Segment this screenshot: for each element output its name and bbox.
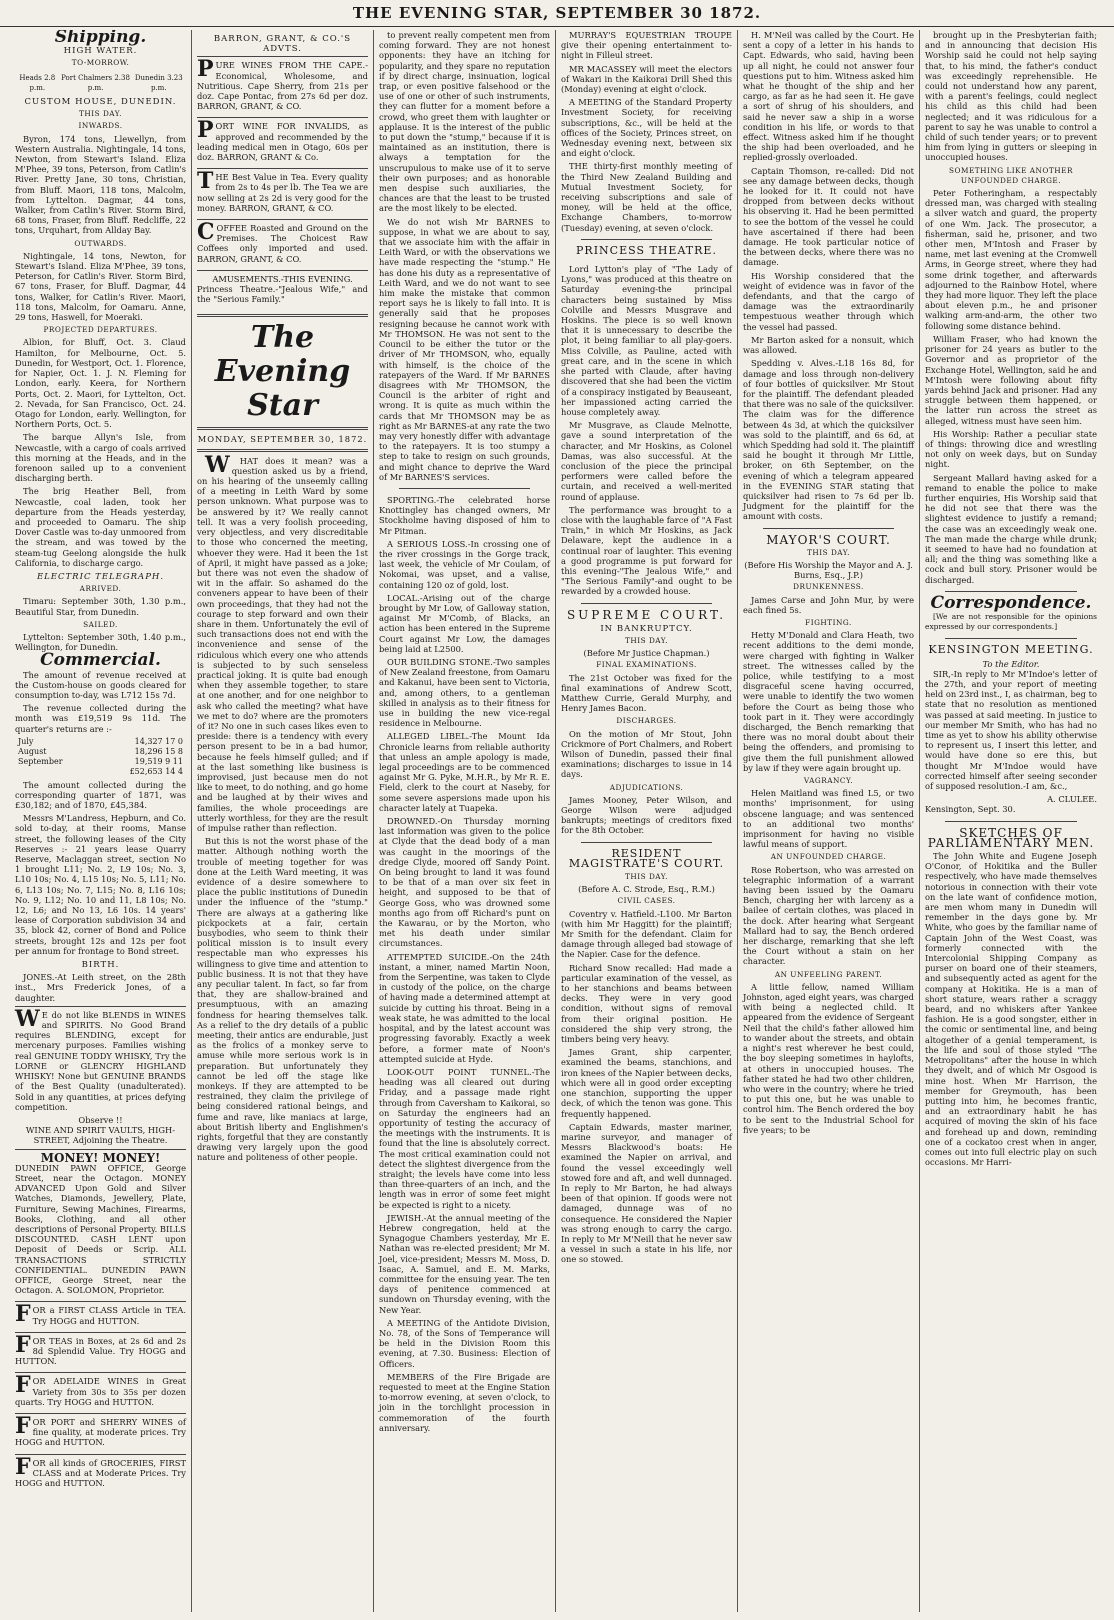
table-row [15, 767, 186, 777]
mayors-court-heading: MAYOR'S COURT. [766, 532, 891, 547]
court-text: Hetty M'Donald and Clara Heath, two recent additions to the demi monde, were charged with fighting in Walker street. The witnesses called by the police, while testifying to a most disgraceful scene having occurred, were unable to identify the two women before the Court as being those who took part in it. They were accordingly discharged, the Bench remarking that there was no moral doubt about their being the offenders, and promising to give them the full punishment allowed by law if they were again brought up. [743, 630, 914, 773]
civil-cases-heading: CIVIL CASES. [617, 896, 676, 906]
news-item: LOCAL.-Arising out of the charge brought by Mr Low, of Galloway station, against Mr M'Comb, of Blacks, an action has been entered in the Supreme Court against Mr Low, the damages being laid at L2500. [379, 592, 550, 654]
supreme-court-heading: SUPREME COURT. [566, 607, 727, 622]
notice: MURRAY'S EQUESTRIAN TROUPE give their opening entertainment to-night in Filleul street. [561, 30, 732, 61]
divider [581, 239, 712, 240]
divider [945, 638, 1077, 639]
court-text: The 21st October was fixed for the final examinations of Andrew Scott, Matthew Currie, Gerald Murphy, and Henry James Bacon. [561, 672, 732, 714]
shipping-paragraph: The barque Allyn's Isle, from Newcastle, with a cargo of coals arrived this morning at the Heads, and in the forenoon sailed up to a convenient discharging berth. [15, 432, 186, 484]
revenue-month: July [18, 736, 34, 746]
ad-text: FOR PORT and SHERRY WINES of fine quality, at moderate prices. Try HOGG and HUTTON. [15, 1412, 186, 1448]
inwards-text: Byron, 174 tons, Llewellyn, from Western Australia. Nightingale, 14 tons, Newton, from Stewart's Island. Eliza M'Phee, 39 tons, Peterson, from Catlin's River. Pretty Jane, 30 tons, Christian, from Bluff. Maori, 118 tons, Malcolm, from Lyttelton. Dagmar, 44 tons, Walker, from Catlin's River. Storm Bird, 68 tons, Fraser, from Bluff. Redcliffe, 22 tons, Urquhart, from Allday Bay. [15, 133, 186, 236]
this-day-label: THIS DAY. [807, 547, 850, 557]
court-text: On the motion of Mr Stout, John Crickmore of Port Chalmers, and Robert Wilson of Dunedin, passed their final examinations; discharges to issue in 14 days. [561, 728, 732, 780]
commercial-paragraph: The amount of revenue received at the Custom-house on goods cleared for consumption to-day, was L712 15s 7d. [15, 669, 186, 700]
advertisement [15, 1332, 186, 1373]
sailed-heading: SAILED. [83, 619, 118, 629]
court-text: His Worship: Rather a peculiar state of things: throwing dice and wrestling not only on week days, but on Sunday night. [925, 428, 1097, 470]
inwards-heading: INWARDS. [78, 121, 123, 131]
amusements-text: Princess Theatre.-"Jealous Wife," and the "Serious Family." [197, 284, 368, 305]
ad-text: FOR a FIRST CLASS Article in TEA. Try HOGG and HUTTON. [15, 1301, 186, 1328]
advertisement [15, 1006, 186, 1149]
court-text: Mr Barton asked for a nonsuit, which was allowed. [743, 334, 914, 356]
revenue-total: £52,653 14 4 [129, 767, 183, 777]
unfounded-heading: AN UNFOUNDED CHARGE. [770, 852, 887, 862]
court-text: James Grant, ship carpenter, examined the beams, stanchions, and iron knees of the Napier between decks, which were all in good order excepting one stanchion, supporting the upper deck, of which the tenon was gone. This frequently happened. [561, 1047, 732, 1119]
adjudications-heading: ADJUDICATIONS. [609, 782, 684, 792]
column-4 [556, 30, 738, 1612]
court-text: brought up in the Presbyterian faith; and in announcing that decision His Worship said he could not help saying that, to his mind, the father's conduct was exceedingly reprehensible. He could not understand how any parent, with a parent's feelings, could neglect his child as this child had been neglected; and it was ridiculous for a parent to say he was unable to control a child of such tender years; or to prevent him from lying in gutters or sleeping in unoccupied houses. [925, 30, 1097, 163]
projected-text: Albion, for Bluff, Oct. 3. Claud Hamilton, for Melbourne, Oct. 5. Dunedin, for Westport, Oct. 1. Florence, for Napier, Oct. 1. J. N. Fleming for London, early. Keera, for Northern Ports, Oct. 2. Maori, for Lyttelton, Oct. 2. Nevada, for San Francisco, Oct. 24. Otago for London, early. Wellington, for Northern Ports, Oct. 5. [15, 337, 186, 430]
court-text: H. M'Neil was called by the Court. He sent a copy of a letter in his hands to Capt. Edwards, who said, having been up all night, he could not answer four questions put to him. Witness asked him what he thought of the ship and her cargo, as far as he had seen it. He gave a sort of shrug of his shoulders, and said he never saw a ship in a worse condition in his life, or words to that effect. Witness asked him if he thought the ship had been overloaded, and he replied-grossly overloaded. [743, 30, 914, 163]
court-text: James Carse and John Mur, by were each fined 5s. [743, 594, 914, 615]
revenue-amount: 18,296 15 8 [134, 747, 183, 756]
column-5 [738, 30, 920, 1612]
projected-heading: PROJECTED DEPARTURES. [43, 325, 158, 335]
bankruptcy-heading: IN BANKRUPTCY. [600, 623, 693, 634]
ad-text: FOR ADELAIDE WINES in Great Variety from 30s to 35s per dozen quarts. Try HOGG and HUTTON. [15, 1372, 186, 1407]
birth-text: JONES.-At Leith street, on the 28th inst., Mrs Frederick Jones, of a daughter. [15, 972, 186, 1003]
column-2 [192, 30, 374, 1612]
commercial-paragraph: The revenue collected during the month was £19,519 9s 11d. The quarter's returns are :- [15, 703, 186, 734]
editorial-paragraph: But this is not the worst phase of the matter. Although nothing worth the trouble of meeting together for was done at the Leith Ward meeting, it was evidence of a desire somewhere to place the public institutions of Dunedin under the influence of the "stump." There are always at a gathering like pickpockets at a fair, certain busybodies, who seem to think their political mission is to insult every respectable man who expresses his willingness to give time and attention to public business. It is not that they have any peculiar talent. In fact, so far from that, they are shallow-brained and presumptuous, with an amazing fondness for hearing themselves talk. As a relief to the dry details of a public meeting, their antics are endurable, just as the frolics of a monkey serve to amuse while more serious work is in preparation. But unfortunately they cannot be led off the stage like monkeys. If they are attempted to be restrained, they claim the privilege of being considered rational beings, and fume and rave, like maniacs at large, about British liberty and Englishmen's rights, forgetful that they are constantly drawing very largely upon the good nature and politeness of other people. [197, 836, 368, 1163]
fighting-heading: FIGHTING. [805, 617, 852, 627]
this-day-label: THIS DAY. [625, 872, 668, 882]
notice: THE thirty-first monthly meeting of the Third New Zealand Building and Mutual Investment Society, for receiving subscriptions and sale of money, will be held at the office, Exchange Chambers, to-morrow (Tuesday) evening, at seven o'clock. [561, 161, 732, 233]
revenue-month: August [18, 747, 47, 756]
amusements-heading: AMUSEMENTS.-THIS EVENING. [212, 273, 353, 284]
shipping-paragraph: The brig Heather Bell, from Newcastle, coal laden, took her departure from the Heads yesterday, and proceeded to Oamaru. The ship Dover Castle was to-day unmoored from the stream, and was towed by the steam-tug Geelong alongside the hulk California, to discharge cargo. [15, 486, 186, 568]
court-text: Rose Robertson, who was arrested on telegraphic information of a warrant having been issued by the Oamaru Bench, charging her with larceny as a bailee of certain clothes, was placed in the dock. After hearing what Sergeant Mallard had to say, the Bench ordered her discharge, remarking that she left the Court without a stain on her character. [743, 864, 914, 967]
tide-table [15, 73, 186, 93]
advertisement [197, 117, 368, 168]
notice: A MEETING of the Standard Property Investment Society, for receiving subscriptions, &c., will be held at the offices of the Society, Princes street, on Wednesday evening next, between six and eight o'clock. [561, 97, 732, 159]
revenue-month: September [18, 757, 63, 767]
divider [617, 259, 677, 260]
tide-port-chalmers: Port Chalmers 2.38 p.m. [61, 73, 130, 92]
court-text: Sergeant Mallard having asked for a remand to enable the police to make further enquiries, His Worship said that he did not see that there was the slightest evidence to justify a remand; the case was an exceedingly weak one. The man made the charge while drunk; it seemed to have had no foundation at all; and the thing was something like a cock and bull story. Prisoner would be discharged. [925, 472, 1097, 585]
review-paragraph: Mr Musgrave, as Claude Melnotte, gave a sound interpretation of the character, and Mr Hoskins, as Colonel Damas, was also successful. At the conclusion of the piece the principal performers were called before the curtain, and received a well-merited round of applause. [561, 420, 732, 502]
table-row [15, 757, 186, 767]
advertisement [197, 168, 368, 219]
court-text: Helen Maitland was fined L5, or two months' imprisonment, for using obscene language; and was sentenced to an additional two months' imprisonment for having no visible lawful means of support. [743, 788, 914, 850]
customs-this-day: THIS DAY. [79, 109, 122, 119]
court-text: Spedding v. Alves.-L18 16s 8d, for damage and loss through non-delivery of four bottles of quicksilver. Mr Stout for the plaintiff. The defendant pleaded that there was no sale of the quicksilver. The claim was for the difference between 4s 3d, at which the quicksilver was sold to the plaintiff, and 6s 6d, at which Spedding had sold it. The plaintiff said he bought it through Mr Little, broker, on 6th September, on the evening of which a telegram appeared in the EVENING STAR stating that quicksilver had risen to 7s 6d per lb. Judgment for the plaintiff for the amount with costs. [743, 358, 914, 522]
ad-text: DUNEDIN PAWN OFFICE, George Street, near the Octagon. MONEY ADVANCED Upon Gold and Silver Watches, Diamonds, Jewellery, Plate, Furniture, Sewing Machines, Firearms, Books, Clothing, and all other descriptions of Personal Property. BILLS DISCOUNTED. CASH LENT upon Deposit of Deeds or Scrip. ALL TRANSACTIONS STRICTLY CONFIDENTIAL. DUNEDIN PAWN OFFICE, George Street, near the Octagon. A. SOLOMON, Proprietor. [15, 1162, 186, 1296]
advertisement [15, 1413, 186, 1454]
ad-footer: WINE AND SPIRIT VAULTS, HIGH-STREET, Adjoining the Theatre. [25, 1125, 176, 1146]
revenue-table [15, 737, 186, 778]
shipping-heading: Shipping. [54, 30, 147, 47]
unfeeling-heading: AN UNFEELING PARENT. [774, 969, 883, 979]
observe-label: Observe !! [78, 1114, 123, 1125]
news-item: SPORTING.-The celebrated horse Knottingley has changed owners, Mr Stockholme having disposed of him to Mr Pitman. [379, 494, 550, 536]
ad-text: PURE WINES FROM THE CAPE.- Economical, Wholesome, and Nutritious. Cape Sherry, from 21s per doz. Cape Pontac, from 27s 6d per doz. BARRON, GRANT, & CO. [197, 56, 368, 112]
court-text: Captain Thomson, re-called: Did not see any damage between decks, though he looked for it. It could not have dropped from between decks without his observing it. Had he been permitted to see the bottom of the vessel he could have ascertained if there had been damage. He took particular notice of the between decks, where there was no damage. [743, 165, 914, 268]
masthead: THE EVENING STAR, SEPTEMBER 30 1872. [0, 0, 1114, 27]
court-text: William Fraser, who had known the prisoner for 24 years as butler to the Governor and as proprietor of the Exchange Hotel, Wellington, said he and M'Intosh were following about fifty yards behind Jack and prisoner. Had any struggle between them happened, or the latter run across the street as alleged, witness must have seen him. [925, 333, 1097, 426]
princess-theatre-heading: PRINCESS THEATRE. [576, 243, 717, 257]
advertisement [15, 1149, 186, 1302]
arrived-heading: ARRIVED. [79, 584, 122, 594]
court-text: His Worship considered that the weight of evidence was in favor of the defendants, and that the cargo of damage was the extraordinarily tempestuous weather through which the vessel had passed. [743, 270, 914, 332]
drunkenness-heading: DRUNKENNESS. [793, 582, 864, 592]
to-editor-label: To the Editor. [982, 658, 1040, 669]
ad-text: FOR all kinds of GROCERIES, FIRST CLASS and at Moderate Prices. Try HOGG and HUTTON. [15, 1453, 186, 1488]
news-item: ALLEGED LIBEL.-The Mount Ida Chronicle learns from reliable authority that unless an ample apology is made, legal proceedings are to be commenced against Mr G. Pyke, M.H.R., by Mr R. E. Field, clerk to the court at Naseby, for some severe aspersions made upon his character lately at Tuapeka. [379, 731, 550, 813]
ad-text: FOR TEAS in Boxes, at 2s 6d and 2s 8d Splendid Value. Try HOGG and HUTTON. [15, 1331, 186, 1367]
court-text: James Mooney, Peter Wilson, and George Wilson were adjudged bankrupts; meetings of creditors fixed for the 8th October. [561, 794, 732, 836]
ad-text: THE Best Value in Tea. Every quality from 2s to 4s per lb. The Tea we are now selling at 2s 2d is very good for the money. BARRON, GRANT, & CO. [197, 168, 368, 213]
outwards-text: Nightingale, 14 tons, Newton, for Stewart's Island. Eliza M'Phee, 39 tons, Peterson, for Catlin's River. Storm Bird, 67 tons, Fraser, for Bluff. Dagmar, 44 tons, Walker, for Catlin's River. Maori, 118 tons, Malcolm, for Oamaru. Anne, 29 tons, Haswell, for Moeraki. [15, 250, 186, 323]
barron-heading: BARRON, GRANT, & CO.'S ADVTS. [213, 34, 352, 55]
divider [581, 603, 712, 604]
correspondence-note: [We are not responsible for the opinions expressed by our correspondents.] [925, 611, 1097, 632]
divider [763, 528, 894, 529]
advertisement [197, 56, 368, 117]
amusements [197, 270, 368, 311]
divider [399, 488, 530, 489]
sketches-heading: SKETCHES OF PARLIAMENTARY MEN. [927, 825, 1095, 850]
sketches-text: The John White and Eugene Joseph O'Conor, of Hokitika and the Buller respectively, who have made themselves notorious in connection with their vote on the late want of confidence motion, are men whom many in Dunedin will remember in the days gone by. Mr White, who goes by the familiar name of Captain John of the West Coast, was formerly connected with the Intercolonial Shipping Company as purser on board one of their steamers, and subsequently acted as agent for the company at Hokitika. He is a man of short stature, wears rather a scraggy beard, and no whiskers after Yankee fashion. He is a good songster, either in the comic or sentimental line, and being altogether of a genial temperament, is the life and soul of those styled "The Metropolitans" after the house in which they dwelt, and of which Mr Osgood is mine host. When Mr Harrison, the member for Greymouth, has been putting into him, he becomes frantic, and an extraordinary habit he has acquired of moving the skin of his face and forehead up and down, reminding one of a cockatoo crest when in anger, comes out into full electric play on such occasions. Mr Harri- [925, 851, 1097, 1168]
court-text: A little fellow, named William Johnston, aged eight years, was charged with being a neglected child. It appeared from the evidence of Sergeant Neil that the child's father allowed him to wander about the streets, and obtain a night's rest wherever he best could, the boy sleeping sometimes in haylofts, at others in unoccupied houses. The father stated he had two other children, who were in the country; where he tried to put this one, but he was unable to control him. The Bench ordered the boy to be sent to the Industrial School for five years; to be [743, 981, 914, 1135]
editorial-paragraph: WHAT does it mean? was a question asked us by a friend, on his hearing of the unseemly calling of a meeting in Leith Ward by some person unknown. What purpose was to be answered by it? We really cannot tell. It was a very foolish proceeding, very objectless, and very discreditable to those who concerned the meeting, whoever they were. Had it been the 1st of April, it might have passed as a joke; but there was not even the shadow of wit in the affair. So ashamed do the conveners appear to have been of their own proceedings, that they had not the courage to step forward and own their share in them. Unfortunately the evil of such transactions does not end with the inconvenience and sense of the ridiculous which every one who attends is subjected to by such senseless practical joking. It is quite bad enough when they assemble together, to stare at one another, and for one neighbor to ask who called the meeting? what have we met to do? where are the promoters of it? No one in such cases likes even to preside: there is a tendency with every person present to be in a bad humor, because he feels himself gulled; and if at the last something like business is improvised, just because men do not like to meet, to do nothing, and go home and be laughed at by their wives and families, the whole proceedings are utterly worthless, for they are the result of impulse rather than reflection. [197, 451, 368, 833]
commercial-heading: Commercial. [40, 650, 161, 671]
tide-dunedin: Dunedin 3.23 p.m. [134, 73, 183, 92]
letter-place: Kensington, Sept. 30. [925, 804, 1016, 815]
advertisement [15, 1301, 186, 1331]
tomorrow-label: TO-MORROW. [71, 58, 130, 68]
letter-signature: A. CLULEE. [1047, 794, 1097, 805]
before-mayor: (Before His Worship the Mayor and A. J. Burns, Esq., J.P.) [744, 559, 913, 581]
discharges-heading: DISCHARGES. [616, 716, 677, 726]
birth-heading: BIRTH. [81, 960, 120, 971]
tide-heads: Heads 2.8 p.m. [19, 73, 56, 92]
commercial-paragraph: The amount collected during the corresponding quarter of 1871, was £30,182; and of 1870, £45,384. [15, 779, 186, 811]
ad-text: WE do not like BLENDS in WINES and SPIRITS. No Good Brand requires BLENDING, except for mercenary purposes. Families wishing real GENUINE TODDY WHISKY, Try the LORNE or GLENCRY HIGHLAND WHISKY! None but GENUINE BRANDS of the Best Quality (unadulterated). Sold in any quantities, at prices defying competition. [15, 1005, 186, 1112]
correspondence-heading: Correspondence. [930, 592, 1092, 613]
customs-heading: CUSTOM HOUSE, DUNEDIN. [24, 97, 177, 108]
table-row [15, 737, 186, 747]
news-item: LOOK-OUT POINT TUNNEL.-The heading was all cleared out during Friday, and a passage made right through from Caversham to Kaikorai, so on Saturday the engineers had an opportunity of testing the accuracy of the meetings with the instruments. It is found that the line is absolutely correct. The most critical examination could not detect the slightest divergence from the straight; the levels have come into less than three-quarters of an inch, and the length was in error of some feet might be expected is right to a nicety. [379, 1066, 550, 1210]
court-text: Richard Snow recalled: Had made a particular examination of the vessel, as to her stanchions and beams between decks. They were in very good condition, without signs of removal from their original position. He considered the ship very strong, the timbers being very heavy. [561, 962, 732, 1045]
notice: MR MACASSEY will meet the electors of Wakari in the Kaikorai Drill Shed this (Monday) evening at eight o'clock. [561, 63, 732, 95]
court-text: Peter Fotheringham, a respectably dressed man, was charged with stealing a silver watch and guard, the property of one Wm. Jack. The prosecutor, a fisherman, said he, prisoner, and two other men, M'Intosh and Fraser by name, met last evening at the Cromwell Arms, in George street, where they had some drink together, and afterwards adjourned to the Rainbow Hotel, where they had more liquor. They left the place about eleven p.m., he and prisoner walking arm-and-arm, the other two following some distance behind. [925, 188, 1097, 331]
column-6 [920, 30, 1102, 1612]
revenue-amount: 14,327 17 0 [134, 736, 183, 746]
court-text: Coventry v. Hatfield.-L100. Mr Barton (with him Mr Haggitt) for the plaintiff; Mr Smith for the defendant. Claim for damage through alleged bad stowage of the Napier. Case for the defence. [561, 908, 732, 960]
news-item: MEMBERS of the Fire Brigade are requested to meet at the Engine Station to-morrow evening, at seven o'clock, to join in the torchlight procession in commemoration of the fourth anniversary. [379, 1371, 550, 1433]
paper-date: MONDAY, SEPTEMBER 30, 1872. [197, 434, 368, 445]
divider [945, 591, 1077, 592]
letter-text: SIR,-In reply to Mr M'Indoe's letter of the 27th, and your report of meeting held on 23rd inst., I, as chairman, beg to state that no resolution as mentioned was passed at said meeting. In justice to our member Mr Smith, who has had no time as yet to show his ability otherwise to represent us, I insert this letter, and would have done so ere this, but thought Mr M'Indoe would have corrected himself after seeing seconder of supposed resolution.-I am, &c., [925, 668, 1097, 792]
news-item: ATTEMPTED SUICIDE.-On the 24th instant, a miner, named Martin Noon, from the Serpentine, was taken to Clyde in custody of the police, on the charge of having made a determined attempt at suicide by cutting his throat. Being in a weak state, he was admitted to the local hospital, and by the latest account was progressing favorably. Exactly a week before, a former mate of Noon's attempted suicide at Hyde. [379, 951, 550, 1064]
advertisement [15, 1454, 186, 1495]
high-water-heading: HIGH WATER. [63, 46, 138, 57]
this-day-label: THIS DAY. [625, 635, 668, 645]
vagrancy-heading: VAGRANCY. [803, 776, 854, 786]
revenue-amount: 19,519 9 11 [134, 757, 183, 767]
editorial-paragraph: to prevent really competent men from coming forward. They are not honest opponents: they have an itching for popularity, and they spare no reputation if by direct charge, insinuation, logical trap, or even positive falsehood or the use of one or other of such instruments, they can flutter for a moment before a crowd, who greet them with laughter or applause. It is the interest of the public to put down the "stump," because if it is maintained as an institution, there is always a temptation for the unscrupulous to make use of it to serve their own purposes; and as honorable men despise such auxiliaries, the chances are that the least to be trusted are the most likely to be elected. [379, 30, 550, 214]
before-judge: (Before Mr Justice Chapman.) [583, 648, 710, 659]
news-item: OUR BUILDING STONE.-Two samples of New Zealand freestone, from Oamaru and Kakanui, have been sent to Victoria, and, among others, to a gentleman skilled in analysis as to their fitness for use in building the new vice-regal residence in Melbourne. [379, 656, 550, 729]
news-item: DROWNED.-On Thursday morning last information was given to the police at Clyde that the dead body of a man was caught in the moorings of the dredge Clyde, moored off Sandy Point. On being brought to land it was found to be that of a man over six feet in height, and supposed to be that of George Goss, who was drowned some months ago from off Richard's punt on the Kawarau, or by the Morton, who met his death under similar circumstances. [379, 816, 550, 949]
another-charge-heading: SOMETHING LIKE ANOTHER UNFOUNDED CHARGE. [949, 165, 1073, 185]
kensington-heading: KENSINGTON MEETING. [928, 643, 1094, 657]
court-text: Captain Edwards, master mariner, marine surveyor, and manager of Messrs Blackwood's boats: He examined the Napier on arrival, and found the vessel exceedingly well stowed fore and aft, and well dunnaged. In reply to Mr Barton, he had always been of that opinion. If goods were not damaged, dunnage was of no consequence. He considered the Napier was strong enough to carry the cargo. In reply to Mr M'Neill that he never saw a vessel in such a state in his life, nor one so stowed. [561, 1121, 732, 1265]
rm-court-heading: RESIDENT MAGISTRATE'S COURT. [568, 846, 725, 870]
paper-title: The Evening Star [214, 320, 351, 424]
ad-text: PORT WINE FOR INVALIDS, as approved and recommended by the leading medical men in Otago, 60s per doz. BARRON, GRANT & Co. [197, 117, 368, 163]
column-3 [374, 30, 556, 1612]
money-heading: MONEY! MONEY! [40, 1150, 161, 1165]
column-1 [10, 30, 192, 1612]
review-paragraph: Lord Lytton's play of "The Lady of Lyons," was produced at this theatre on Saturday evening-the principal characters being sustained by Miss Colville and Messrs Musgrave and Hoskins. The piece is so well known that it is unnecessary to describe the plot, it being familiar to all play-goers. Miss Colville, as Pauline, acted with great care, and in the scene in which she parted with Claude, after having discovered that she had been the victim of a conspiracy instigated by Beauseant, her impassioned acting carried the house completely away. [561, 264, 732, 417]
final-exam-heading: FINAL EXAMINATIONS. [596, 660, 697, 670]
review-paragraph: The performance was brought to a close with the laughable farce of "A Fast Train," in which Mr Hoskins, as Jack Delaware, kept the audience in a continual roar of laughter. This evening a good programme is put forward for this evening-"The Jealous Wife," and "The Serious Family"-and ought to be rewarded by a crowded house. [561, 504, 732, 597]
divider [581, 842, 712, 843]
before-magistrate: (Before A. C. Strode, Esq., R.M.) [578, 884, 715, 895]
newspaper-columns [10, 30, 1104, 1612]
commercial-paragraph: Messrs M'Landress, Hepburn, and Co. sold to-day, at their rooms, Manse street, the following leases of the City Reserves :- 21 years lease Quarry Reserve, Maclaggan street, section No 1 brought L11; No. 2, L9 10s; No. 3, L10 10s; No. 4, L15 10s; No. 5, L11; No. 6, L13 10s; No. 7, L15; No. 8, L16 10s; No. 9, L12; No. 10 and 11, L8 10s; No. 12, L6; and No 13, L6 10s. 14 years' lease of Corporation subdivision 34 and 35, block 42, corner of Bond and Police streets, brought 12s and 12s per foot per annum for frontage to Bond street. [15, 813, 186, 956]
ad-text: COFFEE Roasted and Ground on the Premises. The Choicest Raw Coffees only imported and used. BARRON, GRANT, & CO. [197, 219, 368, 264]
table-row [15, 747, 186, 757]
divider [945, 821, 1077, 822]
sailed-text: Lyttelton: September 30th, 1.40 p.m., Wellington, for Dunedin. [15, 631, 186, 653]
news-item: A SERIOUS LOSS.-In crossing one of the river crossings in the Gorge track, last week, the vehicle of Mr Coulam, of Nokomai, was upset, and a valise, containing 120 oz of gold, lost. [379, 538, 550, 590]
advertisement [15, 1372, 186, 1413]
telegraph-heading: ELECTRIC TELEGRAPH. [36, 571, 165, 582]
arrived-text: Timaru: September 30th, 1.30 p.m., Beautiful Star, from Dunedin. [15, 596, 186, 617]
advertisement [197, 219, 368, 270]
news-item: A MEETING of the Antidote Division, No. 78, of the Sons of Temperance will be held in the Division Room this evening, at 7.30. Business: Election of Officers. [379, 1317, 550, 1369]
divider [197, 427, 368, 430]
editorial-paragraph: We do not wish Mr BARNES to suppose, in what we are about to say, that we associate him with the affair in Leith Ward, or with the observations we have made respecting the "stump." He has done his duty as a representative of Leith Ward, and we do not want to see him make the mistake that common report says he is likely to fall into. It is generally said that he proposes resigning because he cannot work with Mr THOMSON. He was not sent to the Council to be either the tutor or the driver of Mr THOMSON, who, equally with himself, is the choice of the ratepayers of the Ward. If Mr BARNES disagrees with Mr THOMSON, the Council is the arbiter of right and wrong. It is quite as much within the cards that Mr THOMSON may be as right as Mr BARNES-at any rate the two may very honestly differ with advantage to the ratepayers. It is too stumpy a step to take to resign on such grounds, and might chance to deprive the Ward of Mr BARNES'S services. [379, 216, 550, 482]
divider [197, 314, 368, 317]
outwards-heading: OUTWARDS. [74, 238, 127, 248]
news-item: JEWISH.-At the annual meeting of the Hebrew congregation, held at the Synagogue Chambers yesterday, Mr E. Nathan was re-elected president; Mr M. Joel, vice-president; Messrs M. Moss, D. Isaac, A. Samuel, and E. M. Marks, committee for the ensuing year. The ten days of penitence commenced at sundown on Thursday evening, with the New Year. [379, 1212, 550, 1315]
